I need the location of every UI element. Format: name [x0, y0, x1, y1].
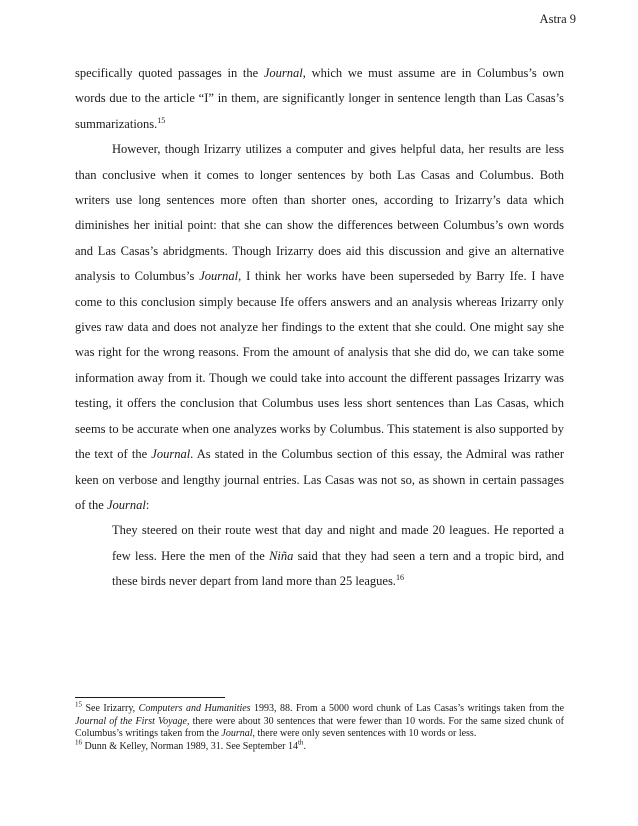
p2-text-2: , I think her works have been superseded by Barry Ife. I have come to this conclusion simply because Ife offers answers and an analysis whereas Irizarry only gives raw data and does not analyze her findings to the extent that she could. One might say she was right for the wrong reasons. From the amount of analysis that she did do, we can take some information away from it. Though we could take into account the different passages Irizarry was testing, it offers the conclusion that Columbus uses less short sentences than Las Casas, which seems to be accurate when one analyzes works by Columbus. This statement is also supported by the text of the: [75, 269, 564, 462]
p2-journal-title-2: Journal: [151, 447, 191, 462]
fn15-text-2: 1993, 88. From a 5000 word chunk of Las Casas’s writings taken from the: [250, 703, 565, 714]
fn15-text-3: , there were about 30 sentences that were fewer than 10 words. For the same sized chunk of Columbus’s writings taken from the: [75, 715, 564, 740]
footnote-ref-15: 15: [157, 115, 166, 125]
block-quote: [112, 518, 564, 594]
quote-text-2: said that they had seen a tern and a tropic bird, and these birds never depart from land more than 25 leagues.: [112, 548, 565, 589]
quote-text-1: They steered on their route west that day and night and made 20 leagues. He reported a few less. Here the men of the: [112, 523, 564, 563]
quote-ship-name: Niña: [269, 548, 294, 563]
p1-journal-title: Journal: [263, 66, 303, 80]
fn16-text-1: Dunn & Kelley, Norman 1989, 31. See September 14: [82, 740, 298, 752]
p2-text-3: . As stated in the Columbus section of this essay, the Admiral was rather keen on verbose and lengthy journal entries. Las Casas was not so, as shown in certain passages of the: [75, 447, 565, 512]
p2-journal-title-1: Journal: [199, 269, 239, 284]
p2-journal-title-3: Journal: [106, 497, 146, 512]
p2-text-1: However, though Irizarry utilizes a computer and gives helpful data, her results are less than conclusive when it comes to longer sentences by both Las Casas and Columbus. Both writers use long sentences more often than shorter ones, according to Irizarry’s data which diminishes her initial point: that she can show the differences between Columbus’s own words and Las Casas’s abridgments. Though Irizarry does aid this discussion and give an alternative analysis to Columbus’s: [75, 142, 564, 284]
p1-text-2: , which we must assume are in Columbus’s own words due to the article “I” in them, are significantly longer in sentence length than Las Casas’s summarizations.: [75, 66, 564, 131]
footnotes: [75, 700, 565, 753]
footnote-15: [75, 700, 565, 741]
footnote-separator: [75, 697, 225, 698]
p2-text-4: :: [145, 497, 150, 512]
fn16-ordinal: th: [297, 738, 304, 747]
running-head: Astra 9: [539, 12, 576, 26]
fn15-voyage-title: Journal of the First Voyage: [75, 715, 187, 727]
footnote-16-number: 16: [75, 738, 82, 747]
footnote-ref-16: 16: [395, 572, 404, 582]
p1-text-1: specifically quoted passages in the: [75, 66, 264, 80]
paragraph-2: [75, 137, 564, 518]
fn15-text-1: See Irizarry,: [82, 703, 139, 714]
fn16-text-2: .: [303, 740, 306, 752]
fn15-text-4: , there were only seven sentences with 10 words or less.: [252, 728, 477, 740]
footnote-16: [75, 738, 564, 754]
footnote-15-number: 15: [75, 700, 82, 709]
body-text: [75, 61, 564, 595]
fn15-journal-title-2: Journal: [221, 728, 253, 740]
fn15-journal-title: Computers and Humanities: [138, 703, 251, 714]
paragraph-1: [75, 61, 564, 137]
